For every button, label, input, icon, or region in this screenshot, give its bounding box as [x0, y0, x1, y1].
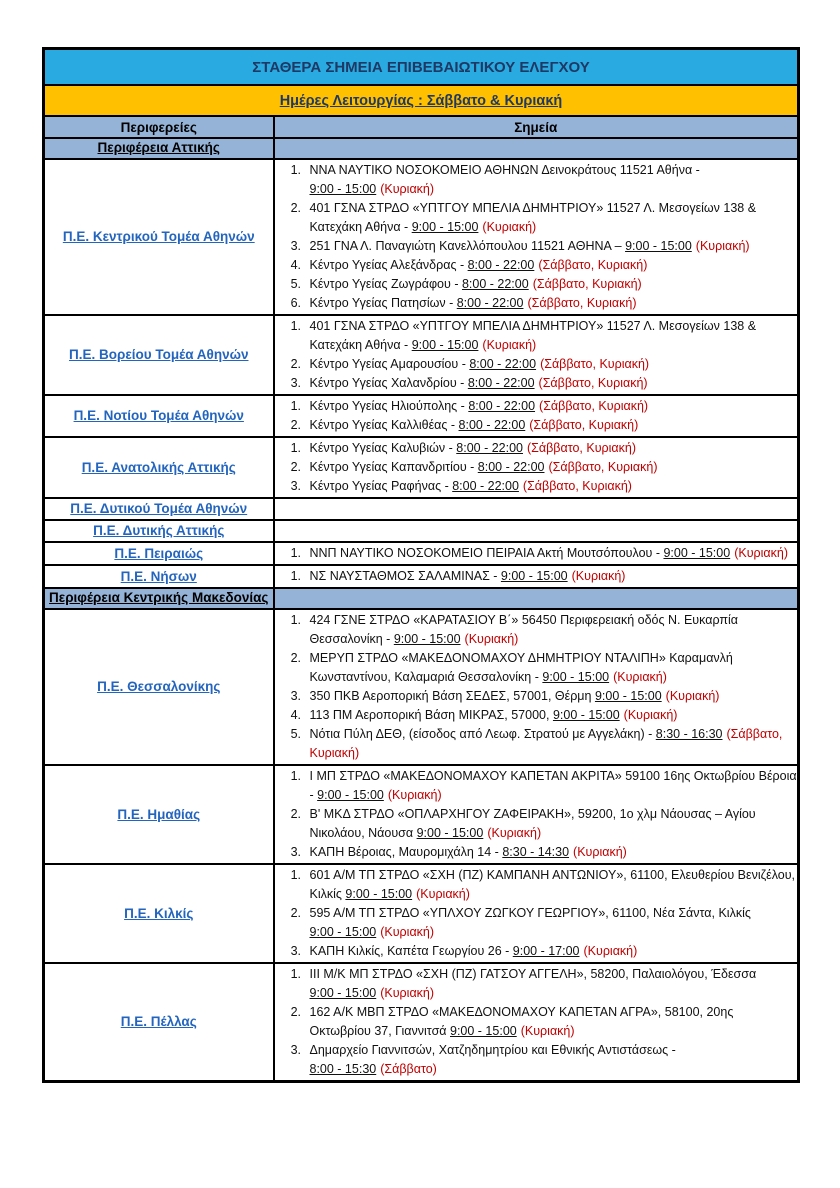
points-list	[275, 161, 798, 313]
point-time: 9:00 - 15:00	[416, 826, 484, 840]
region-name-cell	[44, 609, 274, 765]
points-cell	[274, 395, 799, 437]
points-cell	[274, 864, 799, 963]
point-days: (Σάββατο, Κυριακή)	[526, 441, 637, 455]
point-text: ΜΕΡΥΠ ΣΤΡΔΟ «ΜΑΚΕΔΟΝΟΜΑΧΟΥ ΔΗΜΗΤΡΙΟΥ ΝΤΑΛΙΠΗ» Καραμανλή Κωνσταντίνου, Καλαμαριά Θεσσαλονίκη -	[309, 651, 733, 684]
point-time: 8:30 - 14:30	[502, 845, 570, 859]
point-time: 9:00 - 15:00	[317, 788, 384, 802]
point-time: 8:00 - 22:00	[467, 258, 535, 272]
points-cell	[274, 609, 799, 765]
region-row	[44, 609, 799, 765]
point-time: 9:00 - 15:00	[500, 569, 568, 583]
point-time: 8:00 - 22:00	[467, 376, 535, 390]
point-days: (Σάββατο)	[380, 1062, 437, 1076]
point-days: (Κυριακή)	[464, 632, 519, 646]
point-text: 113 ΠΜ Αεροπορική Βάση ΜΙΚΡΑΣ, 57000,	[309, 708, 553, 722]
column-header-points: Σημεία	[274, 116, 799, 138]
point-days: (Κυριακή)	[665, 689, 720, 703]
region-name: Π.Ε. Κεντρικού Τομέα Αθηνών	[62, 229, 255, 244]
region-name: Π.Ε. Δυτικής Αττικής	[93, 523, 225, 538]
points-cell	[274, 565, 799, 588]
point-time: 9:00 - 15:00	[625, 239, 692, 253]
point-text: 401 ΓΣΝΑ ΣΤΡΔΟ «ΥΠΤΓΟΥ ΜΠΕΛΙΑ ΔΗΜΗΤΡΙΟΥ» 11527 Λ. Μεσογείων 138 & Κατεχάκη Αθήνα -	[309, 201, 757, 234]
region-name-cell	[44, 963, 274, 1082]
point-text: Δημαρχείο Γιαννιτσών, Χατζηδημητρίου και Εθνικής Αντιστάσεως -	[309, 1043, 676, 1057]
point-time: 8:00 - 22:00	[468, 399, 536, 413]
point-item	[305, 199, 798, 237]
region-name-cell	[44, 864, 274, 963]
point-days: (Κυριακή)	[416, 887, 470, 901]
points-cell	[274, 520, 799, 542]
control-points-table	[42, 47, 800, 1083]
point-item	[305, 355, 798, 374]
point-days: (Κυριακή)	[482, 220, 537, 234]
point-days: (Κυριακή)	[695, 239, 750, 253]
point-item	[305, 567, 798, 586]
point-time: 8:00 - 22:00	[456, 441, 523, 455]
points-cell	[274, 159, 799, 315]
region-row	[44, 864, 799, 963]
point-days: (Κυριακή)	[583, 944, 638, 958]
point-time: 9:00 - 15:00	[411, 338, 479, 352]
point-days: (Κυριακή)	[380, 986, 435, 1000]
point-days: (Σάββατο, Κυριακή)	[522, 479, 632, 493]
point-time: 8:00 - 22:00	[456, 296, 524, 310]
point-text: ΝΝΑ ΝΑΥΤΙΚΟ ΝΟΣΟΚΟΜΕΙΟ ΑΘΗΝΩΝ Δεινοκράτους 11521 Αθήνα -	[309, 163, 700, 177]
region-name-cell	[44, 395, 274, 437]
point-text: Κέντρο Υγείας Ραφήνας -	[309, 479, 453, 493]
point-item	[305, 866, 798, 904]
point-item	[305, 843, 798, 862]
point-time: 9:00 - 15:00	[450, 1024, 517, 1038]
point-days: (Σάββατο, Κυριακή)	[527, 296, 637, 310]
points-cell	[274, 765, 799, 864]
region-row	[44, 542, 799, 565]
section-spacer-cell	[274, 138, 799, 159]
point-time: 8:00 - 22:00	[477, 460, 545, 474]
point-text: 162 Α/Κ ΜΒΠ ΣΤΡΔΟ «ΜΑΚΕΔΟΝΟΜΑΧΟΥ ΚΑΠΕΤΑΝ ΑΓΡΑ», 58100, 20ης Οκτωβρίου 37, Γιαννιτσά	[309, 1005, 734, 1038]
region-name-cell	[44, 565, 274, 588]
point-days: (Σάββατο, Κυριακή)	[529, 418, 639, 432]
points-cell	[274, 542, 799, 565]
points-cell	[274, 315, 799, 395]
point-item	[305, 397, 798, 416]
point-text: ΚΑΠΗ Βέροιας, Μαυρομιχάλη 14 -	[309, 845, 503, 859]
points-list	[275, 965, 798, 1079]
point-text: Κέντρο Υγείας Ζωγράφου -	[309, 277, 462, 291]
points-list	[275, 611, 798, 763]
region-row	[44, 159, 799, 315]
operating-days-text: Ημέρες Λειτουργίας : Σάββατο & Κυριακή	[279, 92, 563, 109]
point-text: 595 Α/Μ ΤΠ ΣΤΡΔΟ «ΥΠΛΧΟΥ ΖΩΓΚΟΥ ΓΕΩΡΓΙΟΥ», 61100, Νέα Σάντα, Κιλκίς	[309, 906, 751, 920]
point-item	[305, 477, 798, 496]
region-name: Π.Ε. Βορείου Τομέα Αθηνών	[69, 347, 249, 362]
region-name: Π.Ε. Ανατολικής Αττικής	[81, 459, 236, 475]
region-name-cell	[44, 765, 274, 864]
region-name: Π.Ε. Κιλκίς	[124, 905, 194, 921]
points-list	[275, 866, 798, 961]
region-name-cell	[44, 315, 274, 395]
point-text: Ι ΜΠ ΣΤΡΔΟ «ΜΑΚΕΔΟΝΟΜΑΧΟΥ ΚΑΠΕΤΑΝ ΑΚΡΙΤΑ» 59100 16ης Οκτωβρίου Βέροια -	[309, 769, 797, 802]
point-text: Κέντρο Υγείας Αμαρουσίου -	[309, 357, 470, 371]
point-item	[305, 1003, 798, 1041]
points-cell	[274, 437, 799, 498]
point-item	[305, 416, 798, 435]
point-days: (Κυριακή)	[380, 925, 435, 939]
point-time: 9:00 - 15:00	[345, 887, 413, 901]
page-title: ΣΤΑΘΕΡΑ ΣΗΜΕΙΑ ΕΠΙΒΕΒΑΙΩΤΙΚΟΥ ΕΛΕΓΧΟΥ	[44, 49, 799, 86]
region-name-cell	[44, 520, 274, 542]
point-item	[305, 904, 798, 942]
column-header-row	[44, 116, 799, 138]
region-name: Π.Ε. Θεσσαλονίκης	[97, 679, 221, 694]
point-time: 9:00 - 17:00	[512, 944, 580, 958]
point-time: 8:00 - 15:30	[309, 1062, 377, 1076]
point-days: (Σάββατο, Κυριακή)	[538, 258, 648, 272]
point-item	[305, 611, 798, 649]
point-time: 9:00 - 15:00	[411, 220, 479, 234]
point-item	[305, 161, 798, 199]
point-item	[305, 439, 798, 458]
point-time: 9:00 - 15:00	[594, 689, 662, 703]
column-header-regions: Περιφερείες	[44, 116, 274, 138]
point-item	[305, 237, 798, 256]
point-time: 9:00 - 15:00	[309, 182, 377, 196]
region-name: Π.Ε. Ημαθίας	[117, 806, 201, 822]
point-time: 9:00 - 15:00	[552, 708, 620, 722]
point-text: Β' ΜΚΔ ΣΤΡΔΟ «ΟΠΛΑΡΧΗΓΟΥ ΖΑΦΕΙΡΑΚΗ», 59200, 1ο χλμ Νάουσας – Αγίου Νικολάου, Νάουσα	[309, 807, 756, 840]
point-days: (Κυριακή)	[734, 546, 789, 560]
point-text: 350 ΠΚΒ Αεροπορική Βάση ΣΕΔΕΣ, 57001, Θέρμη	[309, 689, 595, 703]
point-text: Κέντρο Υγείας Καλυβιών -	[309, 441, 457, 455]
region-row	[44, 437, 799, 498]
points-list	[275, 567, 798, 586]
points-cell	[274, 963, 799, 1082]
point-item	[305, 317, 798, 355]
point-time: 8:00 - 22:00	[458, 418, 526, 432]
point-time: 8:30 - 16:30	[655, 727, 723, 741]
region-name: Π.Ε. Πέλλας	[120, 1014, 197, 1029]
region-name: Π.Ε. Πειραιώς	[114, 545, 204, 561]
point-item	[305, 275, 798, 294]
point-text: Νότια Πύλη ΔΕΘ, (είσοδος από Λεωφ. Στρατού με Αγγελάκη) -	[309, 727, 656, 741]
region-row	[44, 520, 799, 542]
point-text: Κέντρο Υγείας Πατησίων -	[309, 296, 457, 310]
point-item	[305, 374, 798, 393]
point-item	[305, 805, 798, 843]
point-days: (Σάββατο, Κυριακή)	[539, 399, 649, 413]
point-text: Κέντρο Υγείας Αλεξάνδρας -	[309, 258, 468, 272]
point-time: 9:00 - 15:00	[309, 986, 377, 1000]
region-name: Π.Ε. Νήσων	[120, 568, 197, 584]
point-time: 9:00 - 15:00	[393, 632, 461, 646]
subtitle-row	[44, 85, 799, 116]
point-text: 401 ΓΣΝΑ ΣΤΡΔΟ «ΥΠΤΓΟΥ ΜΠΕΛΙΑ ΔΗΜΗΤΡΙΟΥ» 11527 Λ. Μεσογείων 138 & Κατεχάκη Αθήνα -	[309, 319, 757, 352]
point-text: 251 ΓΝΑ Λ. Παναγιώτη Κανελλόπουλου 11521 ΑΘΗΝΑ –	[309, 239, 626, 253]
point-days: (Κυριακή)	[520, 1024, 575, 1038]
point-days: (Κυριακή)	[571, 569, 626, 583]
region-name-cell	[44, 437, 274, 498]
point-time: 9:00 - 15:00	[309, 925, 377, 939]
points-list	[275, 439, 798, 496]
point-days: (Σάββατο, Κυριακή)	[309, 727, 783, 760]
point-item	[305, 649, 798, 687]
points-cell	[274, 498, 799, 520]
point-item	[305, 1041, 798, 1079]
points-list	[275, 317, 798, 393]
point-days: (Κυριακή)	[623, 708, 678, 722]
points-list	[275, 397, 798, 435]
point-text: Κέντρο Υγείας Χαλανδρίου -	[309, 376, 468, 390]
point-days: (Σάββατο, Κυριακή)	[548, 460, 658, 474]
region-name: Π.Ε. Δυτικού Τομέα Αθηνών	[70, 501, 248, 516]
point-time: 8:00 - 22:00	[469, 357, 537, 371]
point-text: ΝΣ ΝΑΥΣΤΑΘΜΟΣ ΣΑΛΑΜΙΝΑΣ -	[309, 569, 501, 583]
point-days: (Κυριακή)	[613, 670, 667, 684]
point-days: (Σάββατο, Κυριακή)	[538, 376, 648, 390]
point-item	[305, 706, 798, 725]
region-name-cell	[44, 159, 274, 315]
point-item	[305, 725, 798, 763]
point-time: 8:00 - 22:00	[461, 277, 529, 291]
section-header-row	[44, 138, 799, 159]
point-text: 601 Α/Μ ΤΠ ΣΤΡΔΟ «ΣΧΗ (ΠΖ) ΚΑΜΠΑΝΗ ΑΝΤΩΝΙΟΥ», 61100, Ελευθερίου Βενιζέλου, Κιλκίς	[309, 868, 796, 901]
point-text: Κέντρο Υγείας Καπανδριτίου -	[309, 460, 478, 474]
point-item	[305, 458, 798, 477]
point-item	[305, 687, 798, 706]
point-text: ΝΝΠ ΝΑΥΤΙΚΟ ΝΟΣΟΚΟΜΕΙΟ ΠΕΙΡΑΙΑ Ακτή Μουτσόπουλου -	[309, 546, 664, 560]
point-item	[305, 544, 798, 563]
region-row	[44, 963, 799, 1082]
section-spacer-cell	[274, 588, 799, 609]
point-time: 8:00 - 22:00	[452, 479, 519, 493]
operating-days-banner	[44, 85, 799, 116]
region-name: Π.Ε. Νοτίου Τομέα Αθηνών	[73, 408, 244, 423]
region-name-cell	[44, 542, 274, 565]
point-item	[305, 965, 798, 1003]
section-header-row	[44, 588, 799, 609]
point-item	[305, 256, 798, 275]
point-days: (Σάββατο, Κυριακή)	[532, 277, 642, 291]
point-days: (Κυριακή)	[380, 182, 435, 196]
point-days: (Κυριακή)	[387, 788, 442, 802]
section-name: Περιφέρεια Κεντρικής Μακεδονίας	[44, 588, 274, 609]
region-row	[44, 565, 799, 588]
section-name: Περιφέρεια Αττικής	[44, 138, 274, 159]
point-text: Κέντρο Υγείας Ηλιούπολης -	[309, 399, 469, 413]
point-time: 9:00 - 15:00	[542, 670, 610, 684]
point-days: (Κυριακή)	[487, 826, 542, 840]
points-list	[275, 544, 798, 563]
point-item	[305, 942, 798, 961]
region-row	[44, 498, 799, 520]
point-days: (Κυριακή)	[573, 845, 627, 859]
point-text: 424 ΓΣΝΕ ΣΤΡΔΟ «ΚΑΡΑΤΑΣΙΟΥ Β΄» 56450 Περιφερειακή οδός Ν. Ευκαρπία Θεσσαλονίκη -	[309, 613, 739, 646]
region-row	[44, 315, 799, 395]
point-days: (Κυριακή)	[482, 338, 537, 352]
point-text: Κέντρο Υγείας Καλλιθέας -	[309, 418, 459, 432]
point-days: (Σάββατο, Κυριακή)	[540, 357, 650, 371]
point-text: ΚΑΠΗ Κιλκίς, Καπέτα Γεωργίου 26 -	[309, 944, 513, 958]
title-row	[44, 49, 799, 86]
points-list	[275, 767, 798, 862]
region-row	[44, 765, 799, 864]
point-text: ΙΙΙ Μ/Κ ΜΠ ΣΤΡΔΟ «ΣΧΗ (ΠΖ) ΓΑΤΣΟΥ ΑΓΓΕΛΗ», 58200, Παλαιολόγου, Έδεσσα	[309, 967, 757, 981]
point-item	[305, 767, 798, 805]
region-row	[44, 395, 799, 437]
point-time: 9:00 - 15:00	[663, 546, 731, 560]
region-name-cell	[44, 498, 274, 520]
table-body	[44, 49, 799, 1082]
point-item	[305, 294, 798, 313]
